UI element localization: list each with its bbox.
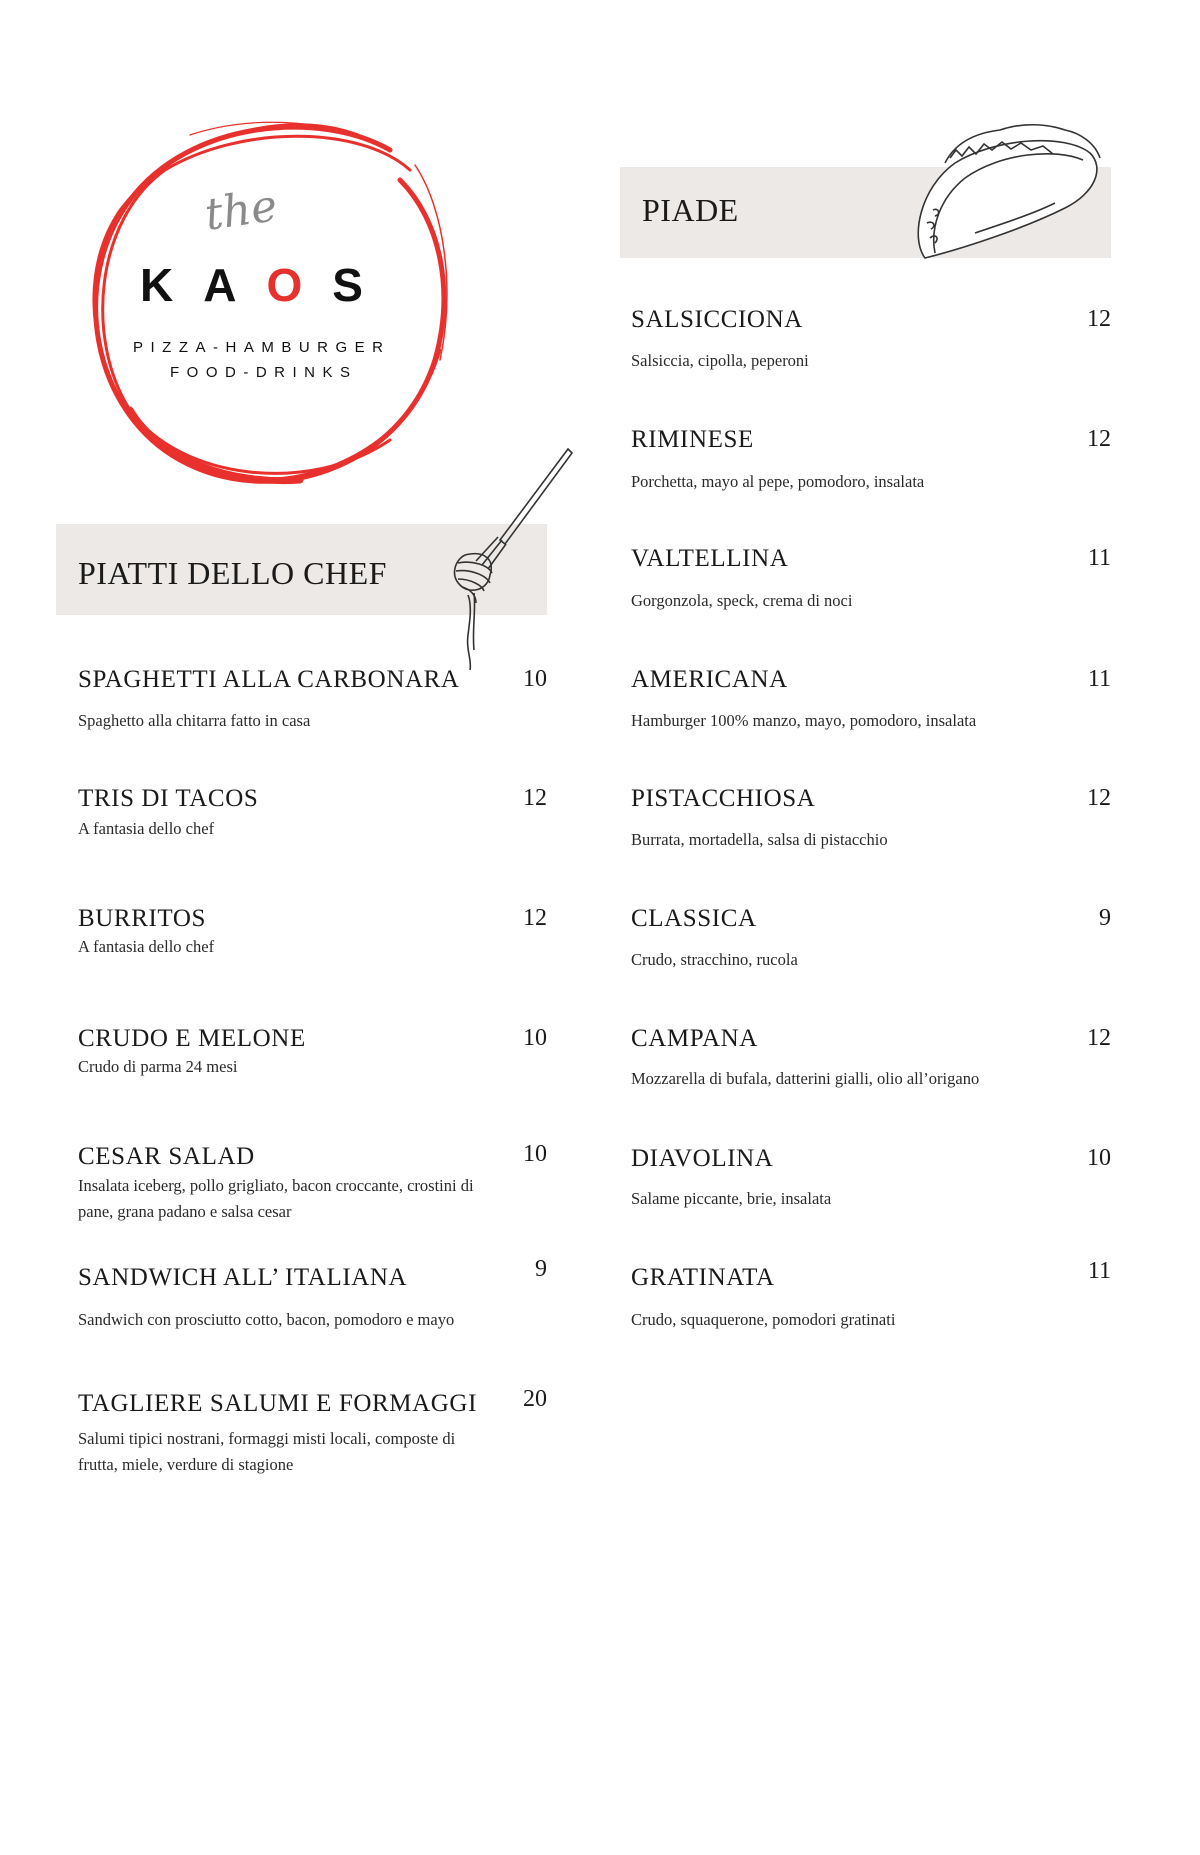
chef-section-title: PIATTI DELLO CHEF bbox=[78, 555, 387, 591]
item-description: Mozzarella di bufala, datterini gialli, olio all’origano bbox=[631, 1069, 980, 1088]
logo-tagline-2: FOOD-DRINKS bbox=[170, 364, 358, 381]
item-description: Spaghetto alla chitarra fatto in casa bbox=[78, 711, 311, 730]
item-name: BURRITOS bbox=[78, 905, 206, 932]
item-price: 11 bbox=[1087, 1258, 1111, 1284]
item-price: 12 bbox=[1087, 1025, 1111, 1051]
item-description: Burrata, mortadella, salsa di pistacchio bbox=[631, 830, 888, 849]
item-name: DIAVOLINA bbox=[631, 1145, 774, 1172]
item-name: PISTACCHIOSA bbox=[631, 785, 816, 812]
item-description: Crudo, squaquerone, pomodori gratinati bbox=[631, 1310, 896, 1329]
item-price: 10 bbox=[1087, 1145, 1111, 1171]
item-description: Crudo di parma 24 mesi bbox=[78, 1057, 238, 1076]
item-name: AMERICANA bbox=[631, 666, 788, 693]
item-description: Porchetta, mayo al pepe, pomodoro, insalata bbox=[631, 472, 925, 491]
logo-the-script: the bbox=[201, 180, 281, 241]
item-name: SPAGHETTI ALLA CARBONARA bbox=[78, 666, 460, 693]
item-description: Salumi tipici nostrani, formaggi misti locali, composte di frutta, miele, verdure di stagione bbox=[78, 1429, 456, 1474]
fork-spaghetti-icon bbox=[410, 445, 580, 675]
logo-kaos: KAOS bbox=[140, 259, 393, 311]
item-price: 9 bbox=[1099, 905, 1111, 931]
item-price: 12 bbox=[523, 785, 547, 811]
item-description: Insalata iceberg, pollo grigliato, bacon croccante, crostini di pane, grana padano e salsa cesar bbox=[78, 1176, 474, 1221]
item-price: 20 bbox=[523, 1386, 547, 1412]
logo-tagline-1: PIZZA-HAMBURGER bbox=[133, 339, 391, 356]
item-description: Salsiccia, cipolla, peperoni bbox=[631, 351, 809, 370]
item-price: 12 bbox=[1087, 785, 1111, 811]
piade-section-title: PIADE bbox=[642, 192, 739, 228]
item-name: CLASSICA bbox=[631, 905, 757, 932]
item-name: TRIS DI TACOS bbox=[78, 785, 259, 812]
item-name: VALTELLINA bbox=[631, 545, 789, 572]
item-name: SALSICCIONA bbox=[631, 306, 803, 333]
item-price: 12 bbox=[1087, 426, 1111, 452]
item-description: Sandwich con prosciutto cotto, bacon, pomodoro e mayo bbox=[78, 1310, 455, 1329]
item-price: 10 bbox=[523, 1141, 547, 1167]
item-name: RIMINESE bbox=[631, 426, 754, 453]
item-description: Salame piccante, brie, insalata bbox=[631, 1189, 832, 1208]
item-description: A fantasia dello chef bbox=[78, 819, 215, 838]
item-description: Gorgonzola, speck, crema di noci bbox=[631, 591, 853, 610]
item-price: 9 bbox=[535, 1256, 547, 1282]
item-price: 12 bbox=[1087, 306, 1111, 332]
item-description: Crudo, stracchino, rucola bbox=[631, 950, 798, 969]
item-name: CRUDO E MELONE bbox=[78, 1025, 306, 1052]
item-name: SANDWICH ALL’ ITALIANA bbox=[78, 1264, 408, 1291]
item-name: CESAR SALAD bbox=[78, 1143, 255, 1170]
item-name: GRATINATA bbox=[631, 1264, 775, 1291]
item-name: TAGLIERE SALUMI E FORMAGGI bbox=[78, 1390, 477, 1417]
item-price: 12 bbox=[523, 905, 547, 931]
item-price: 11 bbox=[1087, 666, 1111, 692]
item-description: A fantasia dello chef bbox=[78, 937, 215, 956]
item-price: 10 bbox=[523, 1025, 547, 1051]
item-price: 10 bbox=[523, 666, 547, 692]
taco-icon bbox=[905, 118, 1115, 268]
item-price: 11 bbox=[1087, 545, 1111, 571]
item-name: CAMPANA bbox=[631, 1025, 758, 1052]
item-description: Hamburger 100% manzo, mayo, pomodoro, insalata bbox=[631, 711, 977, 730]
